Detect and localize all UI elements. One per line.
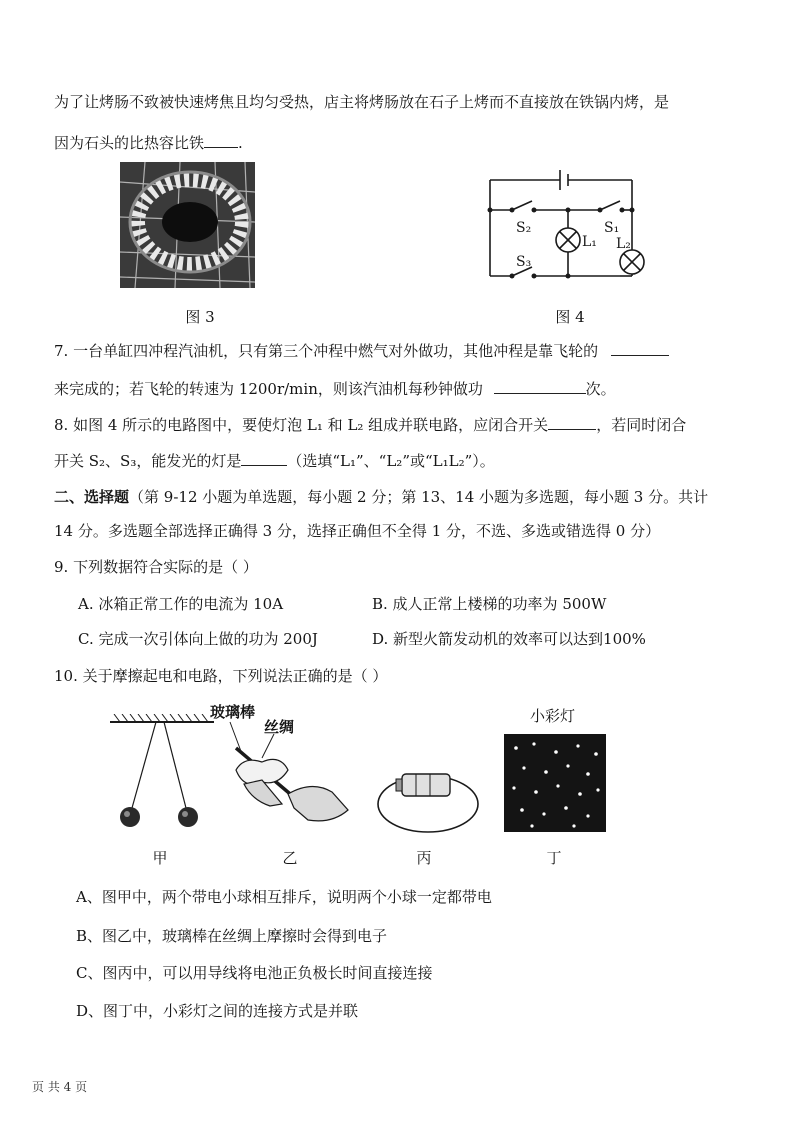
q10-option-a: A、图甲中，两个带电小球相互排斥，说明两个小球一定都带电 [76, 888, 492, 906]
q8-line-2-text-b: （选填“L₁”、“L₂”或“L₁L₂”）。 [287, 452, 495, 470]
section-2-heading: 二、选择题 [54, 488, 130, 506]
figure-3-image [120, 162, 255, 288]
caption-ding: 丁 [546, 849, 562, 867]
q8-line-2 [54, 451, 495, 471]
label-l1: L₁ [582, 234, 597, 250]
figure-ding-lights [504, 734, 606, 832]
q10-stem: 10. 关于摩擦起电和电路，下列说法正确的是（ ） [54, 667, 388, 685]
q8-blank-1 [548, 415, 596, 430]
intro-line-1: 为了让烤肠不致被快速烤焦且均匀受热，店主将烤肠放在石子上烤而不直接放在铁锅内烤，是 [54, 93, 670, 111]
figure-4-caption: 图 4 [555, 308, 585, 326]
caption-yi: 乙 [282, 849, 298, 867]
q10-option-d: D、图丁中，小彩灯之间的连接方式是并联 [76, 1002, 359, 1020]
ball-right [178, 807, 198, 827]
q8-line-1 [54, 415, 686, 435]
q7-line-1 [54, 341, 669, 361]
q7-line-1-text: 7. 一台单缸四冲程汽油机，只有第三个冲程中燃气对外做功，其他冲程是靠飞轮的 [54, 342, 599, 360]
q7-line-2-text-a: 来完成的；若飞轮的转速为 1200r/min，则该汽油机每秒钟做功 [54, 380, 483, 398]
battery [402, 774, 450, 796]
q7-blank-1 [611, 341, 669, 356]
intro-line-2: 因为石头的比热容比铁 . [54, 134, 243, 152]
label-glass-rod: 玻璃棒 [210, 703, 256, 721]
label-s3: S₃ [516, 254, 532, 270]
q9-option-c: C. 完成一次引体向上做的功为 200J [78, 630, 318, 648]
caption-bing: 丙 [416, 849, 432, 867]
q8-line-2-text-a: 开关 S₂、S₃，能发光的灯是 [54, 452, 242, 470]
section-2-instructions: （第 9-12 小题为单选题，每小题 2 分；第 13、14 小题为多选题，每小题 3 分。共计 [129, 488, 709, 506]
q10-option-c: C、图丙中，可以用导线将电池正负极长时间直接连接 [76, 964, 433, 982]
label-small-lights: 小彩灯 [530, 707, 576, 725]
q8-line-1-text-b: ，若同时闭合 [596, 416, 687, 434]
figure-3-caption: 图 3 [185, 308, 215, 326]
figure-jia-pendulum [108, 714, 218, 834]
q9-option-d: D. 新型火箭发动机的效率可以达到100% [372, 630, 646, 648]
figure-3-photo [120, 162, 255, 288]
section-2-line-2: 14 分。多选题全部选择正确得 3 分，选择正确但不全得 1 分，不选、多选或错选得 0 分） [54, 522, 661, 540]
q9-stem: 9. 下列数据符合实际的是（ ） [54, 558, 258, 576]
figure-yi-rubbing [222, 720, 352, 830]
label-l2: L₂ [616, 236, 631, 252]
figure-4-circuit [482, 158, 650, 284]
answer-blank [204, 133, 238, 148]
q9-option-a: A. 冰箱正常工作的电流为 10A [78, 595, 284, 613]
label-s1: S₁ [604, 220, 620, 236]
q7-blank-2 [494, 379, 586, 394]
intro-line-2-text: 因为石头的比热容比铁 [54, 134, 205, 152]
figure-bing-battery [372, 760, 484, 836]
q8-blank-2 [241, 451, 287, 466]
q7-line-2-text-b: 次。 [585, 380, 616, 398]
caption-jia: 甲 [152, 849, 168, 867]
ball-left [120, 807, 140, 827]
hand-right [288, 786, 348, 820]
q10-option-b: B、图乙中，玻璃棒在丝绸上摩擦时会得到电子 [76, 927, 388, 945]
label-silk: 丝绸 [264, 718, 295, 736]
label-s2: S₂ [516, 220, 532, 236]
q9-option-b: B. 成人正常上楼梯的功率为 500W [372, 595, 607, 613]
section-2-line-1 [54, 487, 708, 507]
q8-line-1-text-a: 8. 如图 4 所示的电路图中，要使灯泡 L₁ 和 L₂ 组成并联电路，应闭合开关 [54, 416, 549, 434]
q7-line-2 [54, 379, 616, 399]
page-footer: 页 共 4 页 [32, 1080, 88, 1094]
